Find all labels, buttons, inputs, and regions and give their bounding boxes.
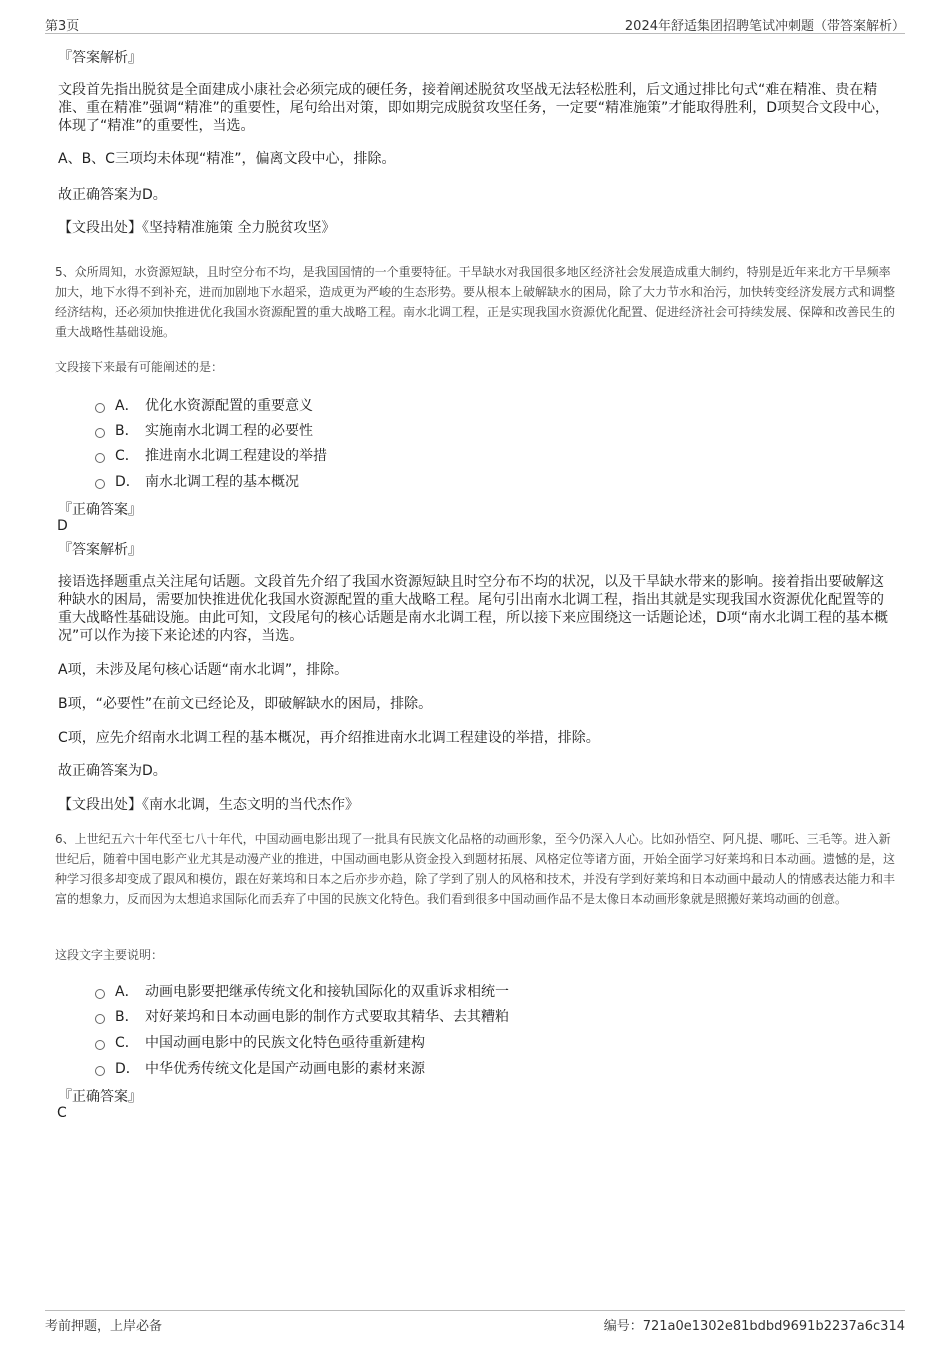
option-text: 中华优秀传统文化是国产动画电影的素材来源 — [145, 1061, 425, 1077]
option-letter: C． — [115, 448, 139, 464]
radio-icon[interactable] — [95, 453, 105, 463]
option-text: 中国动画电影中的民族文化特色亟待重新建构 — [145, 1035, 425, 1051]
q4-conclusion: 故正确答案为D。 — [58, 187, 167, 203]
radio-icon[interactable] — [95, 1014, 105, 1024]
q4-source: 【文段出处】《坚持精准施策 全力脱贫攻坚》 — [58, 220, 336, 236]
option-text: 动画电影要把继承传统文化和接轨国际化的双重诉求相统一 — [145, 984, 509, 1000]
q5-analysis-label: 『答案解析』 — [58, 542, 142, 558]
document-id: 编号：721a0e1302e81bdbd9691b2237a6c314 — [603, 1319, 905, 1334]
q5-a-explanation: A项，未涉及尾句核心话题“南水北调”，排除。 — [58, 662, 349, 678]
option-letter: B． — [115, 1009, 139, 1025]
option-letter: D． — [115, 474, 140, 490]
q5-conclusion: 故正确答案为D。 — [58, 763, 167, 779]
q5-answer: D — [57, 518, 68, 534]
option-text: 对好莱坞和日本动画电影的制作方式要取其精华、去其糟粕 — [145, 1009, 509, 1025]
q4-abc-explanation: A、B、C三项均未体现“精准”，偏离文段中心，排除。 — [58, 151, 396, 167]
radio-icon[interactable] — [95, 428, 105, 438]
q5-option-d[interactable] — [95, 471, 299, 491]
q6-option-a[interactable] — [95, 981, 509, 1001]
q6-option-d[interactable] — [95, 1058, 425, 1078]
footer-divider — [45, 1310, 905, 1311]
q5-c-explanation: C项，应先介绍南水北调工程的基本概况，再介绍推进南水北调工程建设的举措，排除。 — [58, 730, 600, 746]
q5-analysis-text: 接语选择题重点关注尾句话题。文段首先介绍了我国水资源短缺且时空分布不均的状况，以及干旱缺水带来的影响。接着指出要破解这种缺水的困局，需要加快推进优化我国水资源配置的重大战略工程。尾句引出南水北调工程，指出其就是实现我国水资源优化配置等的重大战略性基础设施。由此可知，文段尾句的核心话题是南水北调工程，所以接下来应围绕这一话题论述，D项“南水北调工程的基本概况”可以作为接下来论述的内容，当选。 — [58, 574, 889, 644]
radio-icon[interactable] — [95, 1040, 105, 1050]
option-text: 推进南水北调工程建设的举措 — [145, 448, 327, 464]
option-text: 优化水资源配置的重要意义 — [145, 398, 313, 414]
q6-stem: 6、上世纪五六十年代至七八十年代，中国动画电影出现了一批具有民族文化品格的动画形象，至今仍深入人心。比如孙悟空、阿凡提、哪吒、三毛等。进入新世纪后，随着中国电影产业尤其是动漫产业的推进，中国动画电影从资金投入到题材拓展、风格定位等诸方面，开始全面学习好莱坞和日本动画。遗憾的是，这种学习很多却变成了跟风和模仿，跟在好莱坞和日本之后亦步亦趋，除了学到了别人的风格和技术，并没有学到好莱坞和日本动画中最动人的情感表达能力和丰富的想象力，反而因为太想追求国际化而丢弃了中国的民族文化特色。我们看到很多中国动画作品不是太像日本动画形象就是照搬好莱坞动画的创意。 — [55, 832, 896, 906]
header-divider — [45, 33, 905, 34]
radio-icon[interactable] — [95, 479, 105, 489]
q5-answer-label: 『正确答案』 — [58, 502, 142, 518]
option-letter: D． — [115, 1061, 140, 1077]
option-text: 实施南水北调工程的必要性 — [145, 423, 313, 439]
q5-stem: 5、众所周知，水资源短缺，且时空分布不均，是我国国情的一个重要特征。干旱缺水对我国很多地区经济社会发展造成重大制约，特别是近年来北方干旱频率加大，地下水得不到补充，进而加剧地下水超采，造成更为严峻的生态形势。要从根本上破解缺水的困局，除了大力节水和治污，加快转变经济发展方式和调整经济结构，还必须加快推进优化我国水资源配置的重大战略工程。南水北调工程，正是实现我国水资源优化配置、促进经济社会可持续发展、保障和改善民生的重大战略性基础设施。 — [55, 265, 896, 339]
q4-analysis-label: 『答案解析』 — [58, 50, 142, 66]
radio-icon[interactable] — [95, 403, 105, 413]
q5-question: 文段接下来最有可能阐述的是： — [55, 360, 224, 374]
radio-icon[interactable] — [95, 1066, 105, 1076]
page-number: 第3页 — [45, 19, 80, 34]
q6-answer-label: 『正确答案』 — [58, 1089, 142, 1105]
option-letter: C． — [115, 1035, 139, 1051]
option-letter: A． — [115, 984, 139, 1000]
q6-option-c[interactable] — [95, 1032, 425, 1052]
q5-source: 【文段出处】《南水北调，生态文明的当代杰作》 — [58, 797, 359, 813]
q6-question: 这段文字主要说明： — [55, 948, 164, 962]
document-title: 2024年舒适集团招聘笔试冲刺题（带答案解析） — [624, 19, 905, 34]
footer-slogan: 考前押题，上岸必备 — [45, 1319, 163, 1334]
q5-b-explanation: B项，“必要性”在前文已经论及，即破解缺水的困局，排除。 — [58, 696, 433, 712]
q6-option-b[interactable] — [95, 1006, 509, 1026]
radio-icon[interactable] — [95, 989, 105, 999]
q5-option-b[interactable] — [95, 420, 313, 440]
option-text: 南水北调工程的基本概况 — [145, 474, 299, 490]
q4-analysis-text: 文段首先指出脱贫是全面建成小康社会必须完成的硬任务，接着阐述脱贫攻坚战无法轻松胜利，后文通过排比句式“难在精准、贵在精准、重在精准”强调“精准”的重要性，尾句给出对策，即如期完成脱贫攻坚任务，一定要“精准施策”才能取得胜利，D项契合文段中心，体现了“精准”的重要性，当选。 — [58, 82, 890, 134]
q5-option-a[interactable] — [95, 395, 313, 415]
option-letter: A． — [115, 398, 139, 414]
q6-answer: C — [57, 1105, 67, 1121]
q5-option-c[interactable] — [95, 445, 327, 465]
option-letter: B． — [115, 423, 139, 439]
